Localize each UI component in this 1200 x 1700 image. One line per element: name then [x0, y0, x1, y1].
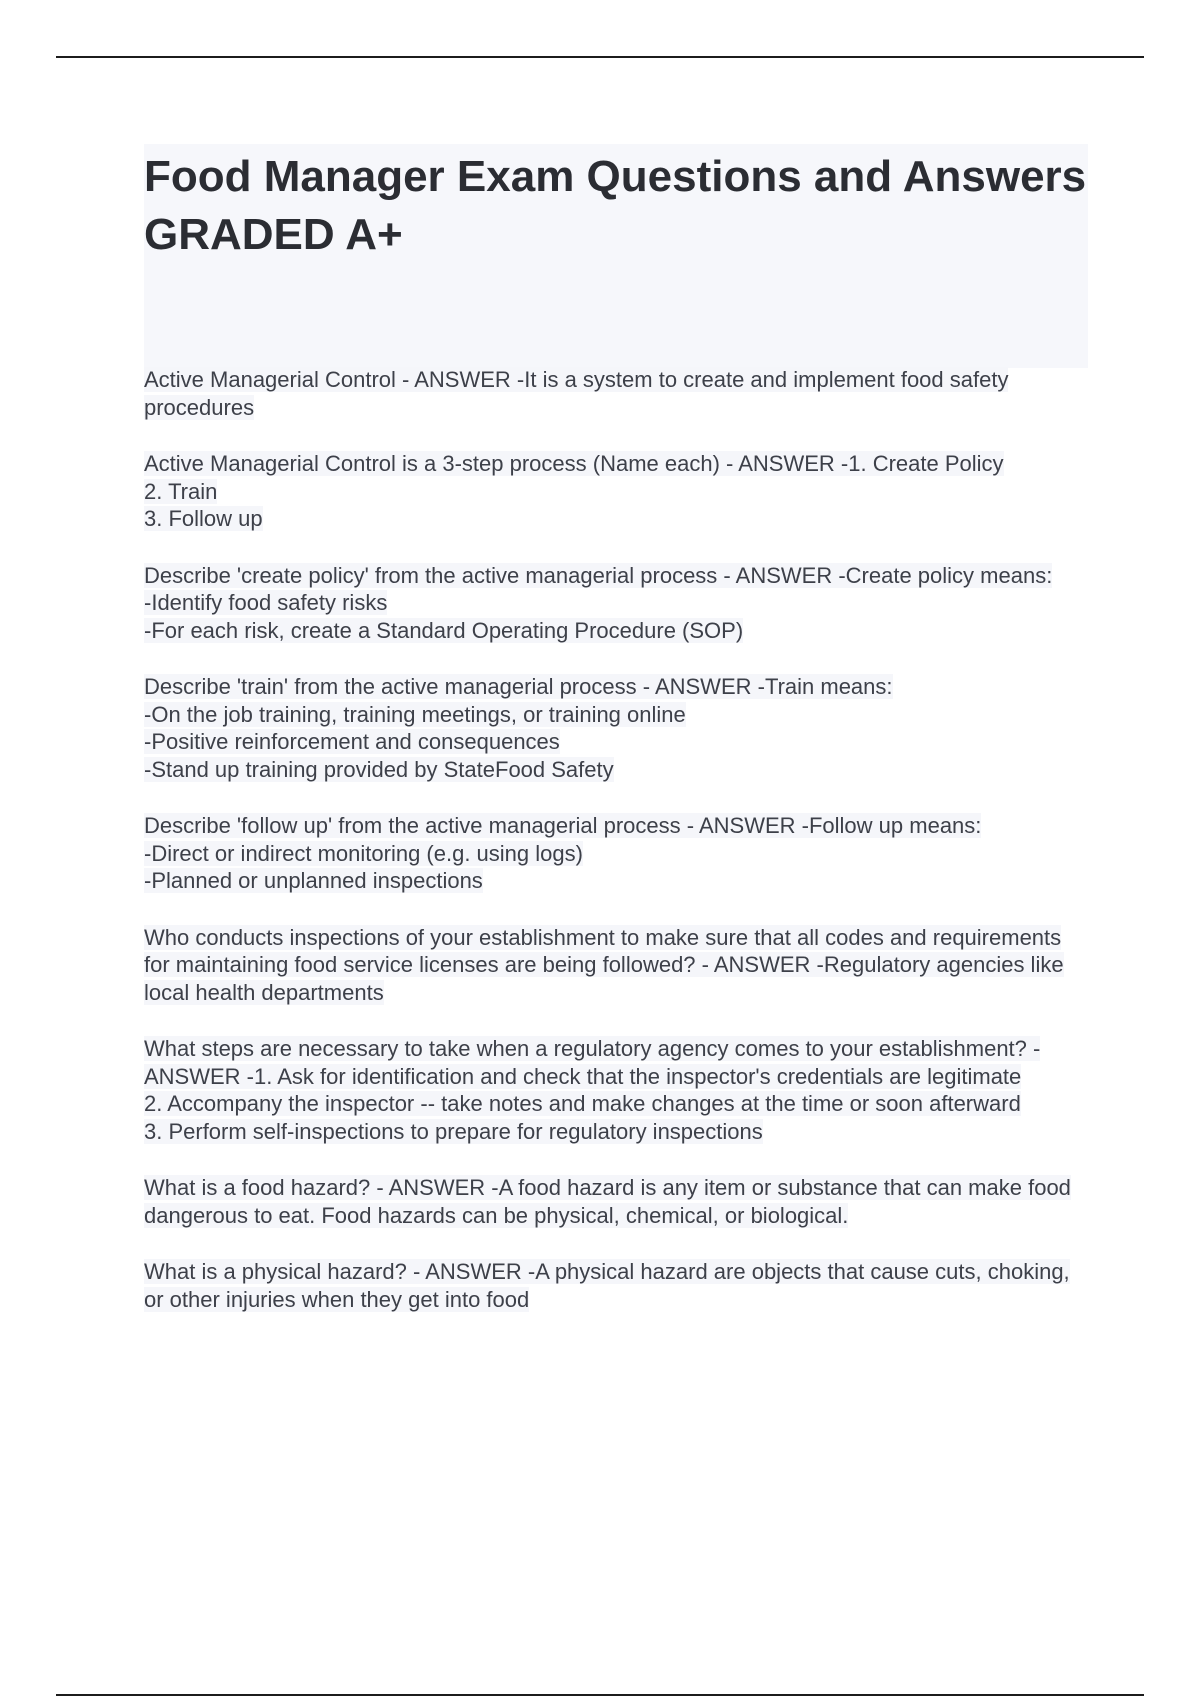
qa-answer-line: 2. Train: [144, 478, 218, 504]
qa-list: [144, 366, 1088, 1342]
qa-question: What steps are necessary to take when a regulatory agency comes to your establishment? - ANSWER -: [144, 1036, 1041, 1089]
qa-question: Active Managerial Control - ANSWER -: [144, 367, 525, 392]
qa-answer-line: 1. Create Policy: [848, 451, 1004, 476]
qa-item: [144, 366, 1088, 421]
qa-answer-line: 3. Follow up: [144, 506, 263, 531]
qa-answer-line: -Positive reinforcement and consequences: [144, 729, 560, 754]
bottom-rule: [56, 1694, 1144, 1696]
qa-item: [144, 1035, 1088, 1145]
qa-question: Who conducts inspections of your establishment to make sure that all codes and requirements for maintaining food service licenses are being followed? - ANSWER -: [144, 924, 1062, 977]
qa-item: [144, 450, 1088, 533]
qa-answer-line: A food hazard is any item or substance that can make food dangerous to eat. Food hazards can be physical, chemical, or biological.: [144, 1175, 1071, 1228]
qa-answer-line: -On the job training, training meetings, or training online: [144, 701, 686, 727]
qa-question: Describe 'follow up' from the active managerial process - ANSWER -: [144, 813, 809, 838]
document-title: Food Manager Exam Questions and Answers GRADED A+: [144, 152, 1087, 259]
qa-answer-line: -Direct or indirect monitoring (e.g. using logs): [144, 840, 583, 866]
qa-answer-line: It is a system to create and implement food safety procedures: [144, 367, 1009, 420]
qa-answer-line: Create policy means:: [845, 562, 1053, 588]
qa-item: [144, 562, 1088, 645]
qa-question: Describe 'train' from the active managerial process - ANSWER -: [144, 674, 765, 699]
qa-answer-line: -Planned or unplanned inspections: [144, 868, 483, 893]
qa-answer-line: -Identify food safety risks: [144, 590, 388, 615]
qa-item: [144, 1174, 1088, 1229]
qa-item: [144, 924, 1088, 1007]
qa-answer-line: Train means:: [764, 674, 893, 699]
qa-answer-line: -For each risk, create a Standard Operating Procedure (SOP): [144, 617, 744, 643]
qa-item: [144, 812, 1088, 895]
qa-question: Describe 'create policy' from the active managerial process - ANSWER -: [144, 562, 846, 588]
qa-item: [144, 673, 1088, 783]
qa-answer-line: Regulatory agencies like local health departments: [144, 952, 1064, 1005]
top-rule: [56, 56, 1144, 58]
qa-answer-line: A physical hazard are objects that cause cuts, choking, or other injuries when they get into food: [144, 1259, 1070, 1312]
qa-answer-line: -Stand up training provided by StateFood Safety: [144, 756, 614, 782]
qa-question: What is a physical hazard? - ANSWER -: [144, 1259, 536, 1284]
qa-item: [144, 1258, 1088, 1313]
qa-answer-line: 3. Perform self-inspections to prepare for regulatory inspections: [144, 1118, 763, 1144]
qa-question: What is a food hazard? - ANSWER -: [144, 1175, 499, 1200]
qa-answer-line: 1. Ask for identification and check that the inspector's credentials are legitimate: [254, 1063, 1022, 1089]
qa-question: Active Managerial Control is a 3-step process (Name each) - ANSWER -: [144, 451, 849, 476]
qa-answer-line: 2. Accompany the inspector -- take notes and make changes at the time or soon afterward: [144, 1091, 1021, 1116]
title-block: [144, 144, 1088, 368]
qa-answer-line: Follow up means:: [808, 813, 982, 838]
